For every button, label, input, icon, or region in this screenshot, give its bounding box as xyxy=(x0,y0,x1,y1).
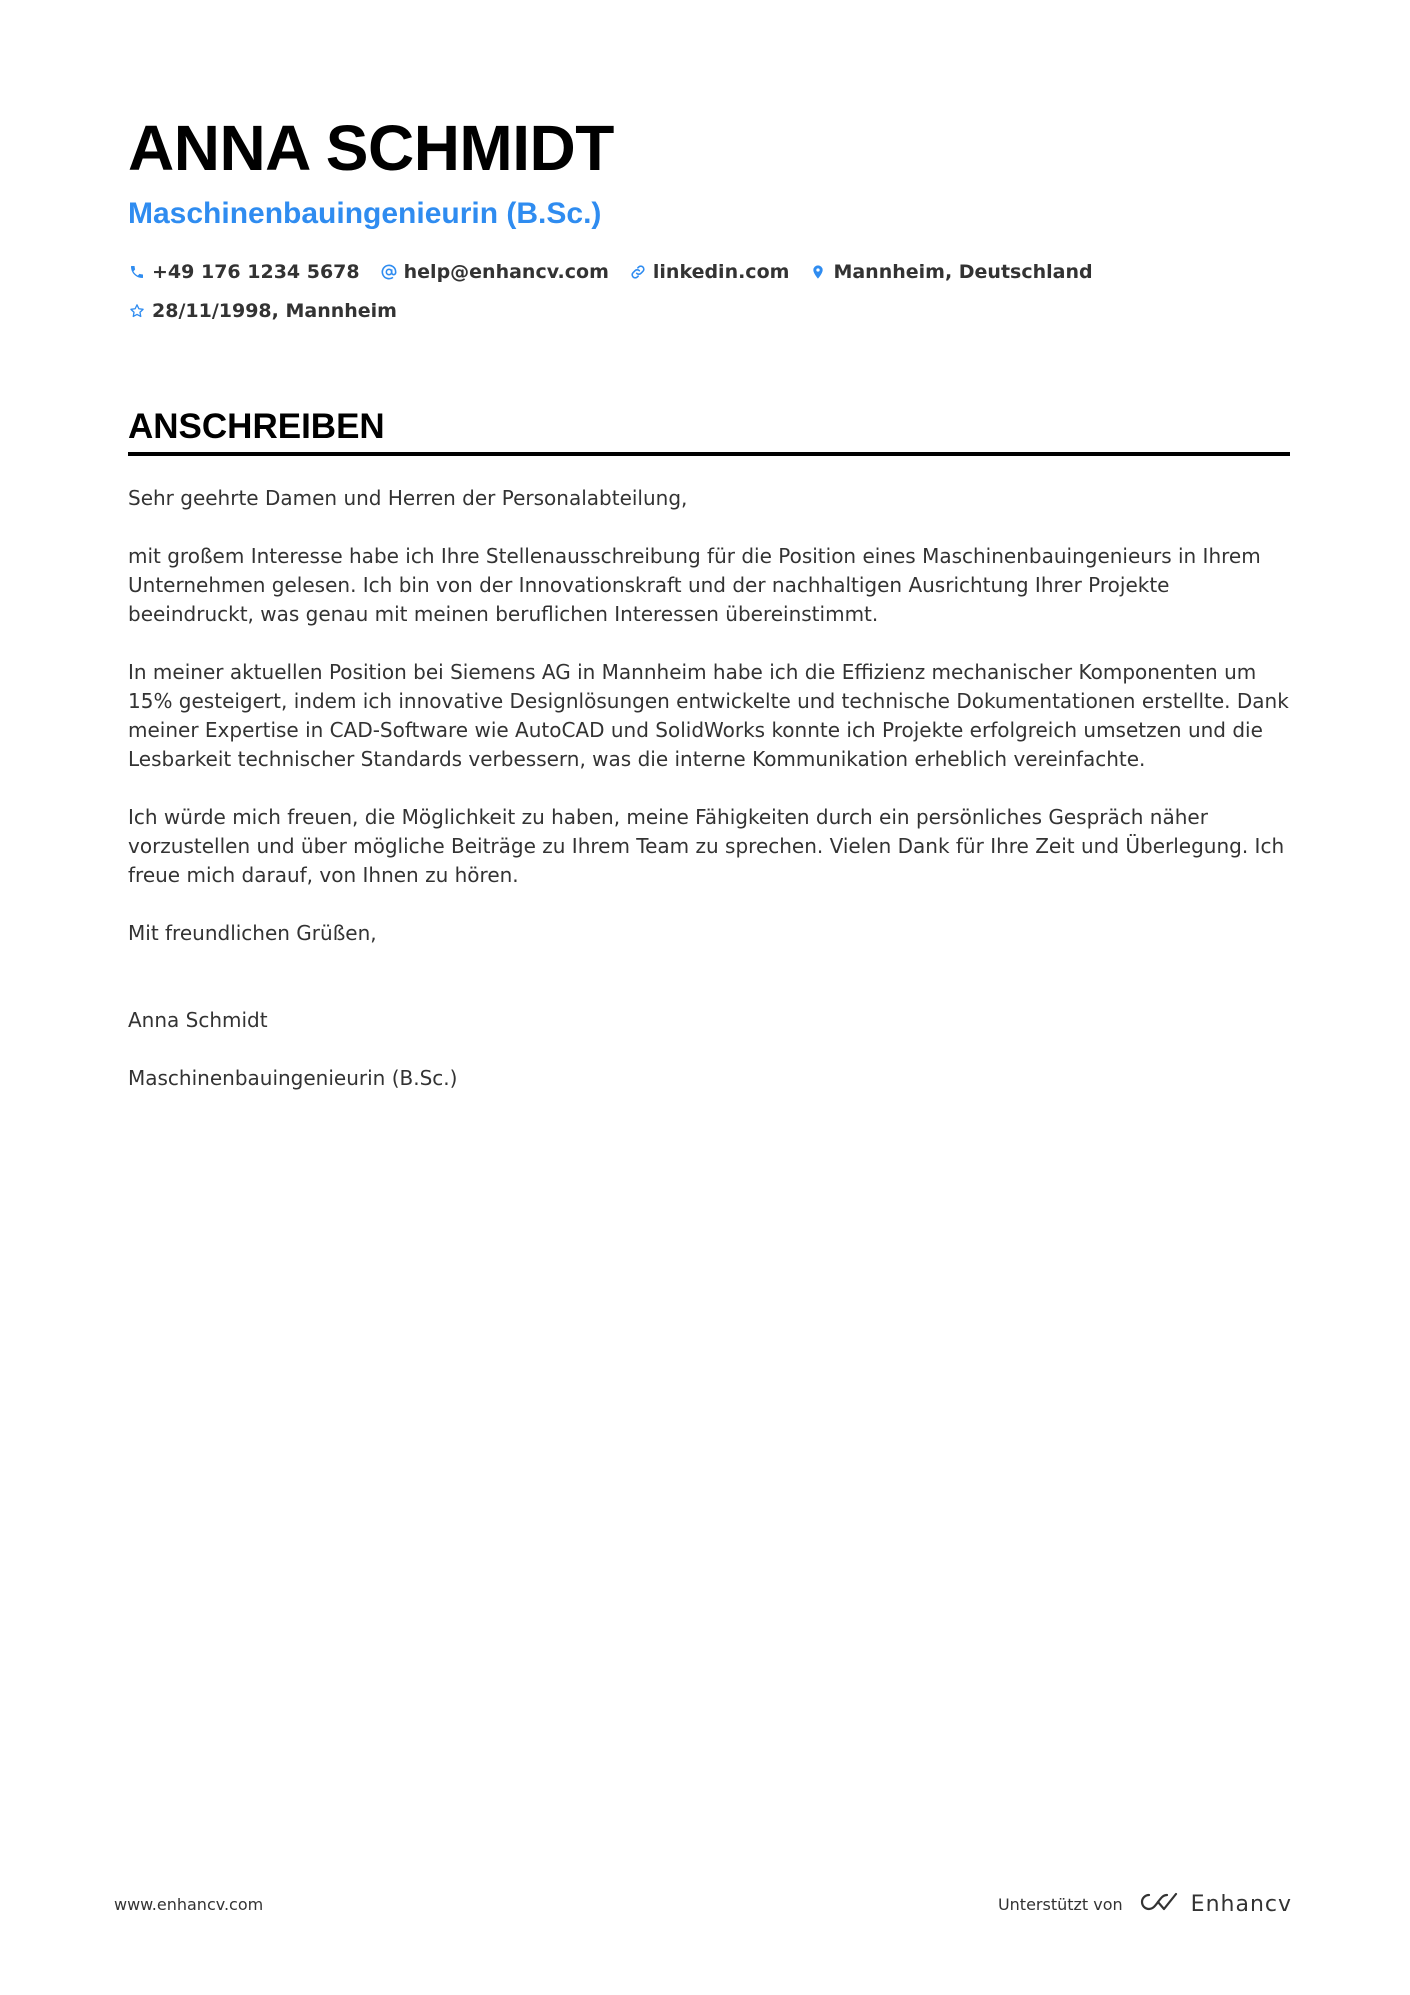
contact-info xyxy=(128,252,1228,330)
footer-branding xyxy=(998,1889,1292,1919)
brand-name: Enhancv xyxy=(1190,1891,1292,1917)
at-icon xyxy=(380,263,398,281)
applicant-name: ANNA SCHMIDT xyxy=(128,112,614,184)
letter-paragraph: mit großem Interesse habe ich Ihre Stellenausschreibung für die Position eines Maschinenbauingenieurs in Ihrem Unternehmen gelesen. Ich bin von der Innovationskraft und der nachhaltigen Ausrichtung Ihrer Projekte beeindruckt, was genau mit meinen beruflichen Interessen übereinstimmt. xyxy=(128,544,1261,626)
cover-letter-section xyxy=(128,404,1290,1122)
phone-text: +49 176 1234 5678 xyxy=(152,260,360,283)
letter-paragraph: In meiner aktuellen Position bei Siemens AG in Mannheim habe ich die Effizienz mechanischer Komponenten um 15% gesteigert, indem ich innovative Designlösungen entwickelte und technische Dokumentationen erstellte. Dank meiner Expertise in CAD-Software wie AutoCAD und SolidWorks konnte ich Projekte erfolgreich umsetzen und die Lesbarkeit technischer Standards verbessern, was die interne Kommunikation erheblich vereinfachte. xyxy=(128,660,1289,771)
powered-by-text: Unterstützt von xyxy=(997,1894,1123,1914)
signature-title: Maschinenbauingenieurin (B.Sc.) xyxy=(128,1066,458,1090)
letter-body xyxy=(128,484,1290,1093)
section-divider xyxy=(128,452,1290,456)
link-icon xyxy=(629,263,647,281)
applicant-title: Maschinenbauingenieurin (B.Sc.) xyxy=(128,197,602,230)
contact-email[interactable] xyxy=(380,252,609,291)
footer-website[interactable]: www.enhancv.com xyxy=(114,1895,264,1914)
star-icon xyxy=(128,302,146,320)
letter-paragraph: Ich würde mich freuen, die Möglichkeit zu haben, meine Fähigkeiten durch ein persönliches Gespräch näher vorzustellen und über mögliche Beiträge zu Ihrem Team zu sprechen. Vielen Dank für Ihre Zeit und Überlegung. Ich freue mich darauf, von Ihnen zu hören. xyxy=(128,805,1285,887)
contact-location xyxy=(809,252,1092,291)
birth-text: 28/11/1998, Mannheim xyxy=(152,299,397,322)
contact-linkedin[interactable] xyxy=(629,252,790,291)
enhancv-logo-icon xyxy=(1135,1889,1191,1919)
contact-birth xyxy=(128,291,397,330)
letter-closing: Mit freundlichen Grüßen, xyxy=(128,921,377,945)
location-pin-icon xyxy=(809,263,827,281)
resume-header xyxy=(128,108,1288,330)
letter-salutation: Sehr geehrte Damen und Herren der Personalabteilung, xyxy=(128,486,688,510)
email-text: help@enhancv.com xyxy=(403,260,609,283)
signature-name: Anna Schmidt xyxy=(128,1008,268,1032)
location-text: Mannheim, Deutschland xyxy=(833,260,1093,283)
phone-icon xyxy=(128,263,146,281)
linkedin-text: linkedin.com xyxy=(652,260,790,283)
section-title: ANSCHREIBEN xyxy=(128,407,385,446)
contact-phone xyxy=(128,252,360,291)
